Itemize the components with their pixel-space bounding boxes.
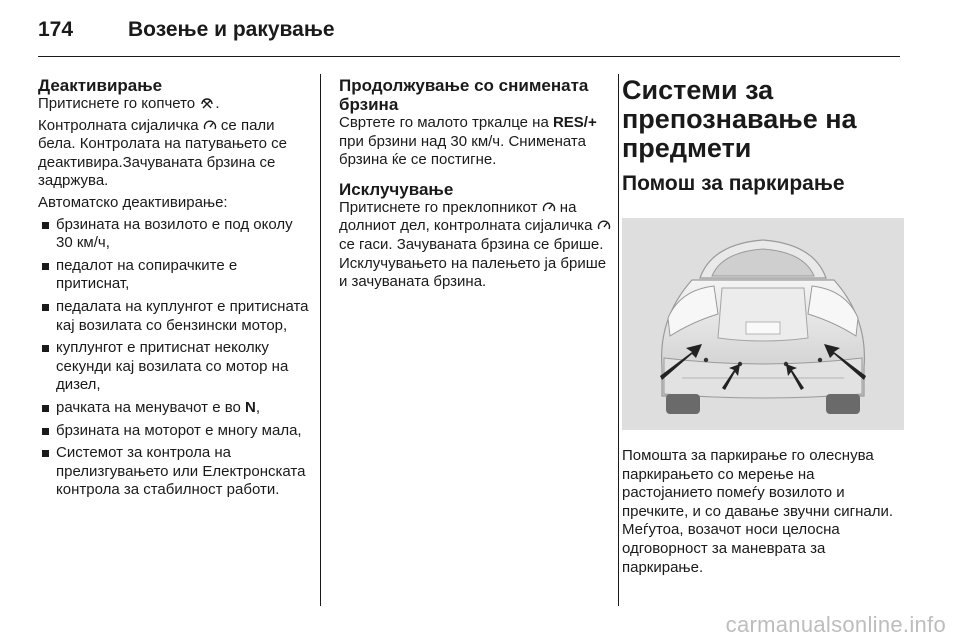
page-title: Возење и ракување (128, 18, 335, 41)
paragraph-switch-off: Притиснете го преклопникот на долниот дел, контролната сијаличка се гаси. Зачуваната брзина се брише. Исклучувањето на палењето ја брише и зачуваната брзина. (339, 199, 611, 292)
list-item: брзината на моторот е многу мала, (38, 422, 310, 441)
heading-deactivation: Деактивирање (38, 76, 163, 95)
list-item: куплунгот е притиснат неколку секунди кај возилата со мотор на дизел, (38, 339, 310, 395)
cruise-control-icon (542, 201, 556, 214)
bullet-icon (42, 345, 49, 352)
page-number: 174 (38, 18, 74, 41)
list-item: педалата на куплунгот е притисната кај возилата со бензински мотор, (38, 298, 310, 335)
bullet-icon (42, 222, 49, 229)
bullet-icon (42, 263, 49, 270)
cruise-control-icon (597, 219, 611, 232)
section-switch-off (339, 180, 611, 292)
car-rear-drawing (622, 218, 904, 430)
paragraph-press-button: Притиснете го копчето . (38, 95, 220, 112)
watermark: carmanualsonline.info (725, 612, 946, 637)
paragraph-resume: Свртете го малото тркалце на RES/+ при брзини над 30 км/ч. Снимената брзина ќе се постигне. (339, 114, 597, 169)
bullet-icon (42, 304, 49, 311)
bullet-icon (42, 450, 49, 457)
res-plus-label: RES/+ (552, 114, 597, 131)
parking-sensor-illustration (622, 218, 904, 430)
list-item: брзината на возилото е под околу 30 км/ч, (38, 216, 310, 253)
cruise-cancel-icon (199, 98, 215, 110)
column-divider-1 (320, 74, 321, 606)
header-rule (38, 56, 900, 57)
column-divider-2 (618, 74, 619, 606)
heading-switch-off: Исклучување (339, 179, 454, 199)
paragraph-auto-deactivation: Автоматско деактивирање: (38, 193, 228, 211)
figure-caption: Помошта за паркирање го олеснува паркирањето со мерење на растојанието помеѓу возилото и пречките, и со давање звучни сигнали. Меѓутоа, возачот носи целосна одговорност за маневрата за паркирање. (622, 447, 894, 576)
list-item: рачката на менувачот е во N, (38, 399, 310, 418)
paragraph-control-lamp: Контролната сијаличка се пали бела. Контролата на патувањето се деактивира.Зачуваната брзина се задржува. (38, 116, 287, 190)
cruise-control-icon (203, 119, 217, 132)
list-item: Системот за контрола на прелизгувањето или Електронската контрола за стабилност работи. (38, 444, 310, 500)
list-item: педалот на сопирачките е притиснат, (38, 257, 310, 294)
column-resume-and-off (339, 76, 611, 295)
column-deactivation (38, 76, 310, 504)
section-title: Системи за препознавање на предмети (622, 75, 857, 163)
bullet-icon (42, 405, 49, 412)
deactivation-list (38, 216, 310, 500)
gear-neutral-label: N (245, 398, 256, 416)
section-subtitle: Помош за паркирање (622, 172, 845, 195)
bullet-icon (42, 428, 49, 435)
page-header (38, 10, 335, 50)
column-parking-assist (622, 76, 904, 580)
heading-resume-speed: Продолжување со снимената брзина (339, 76, 589, 114)
